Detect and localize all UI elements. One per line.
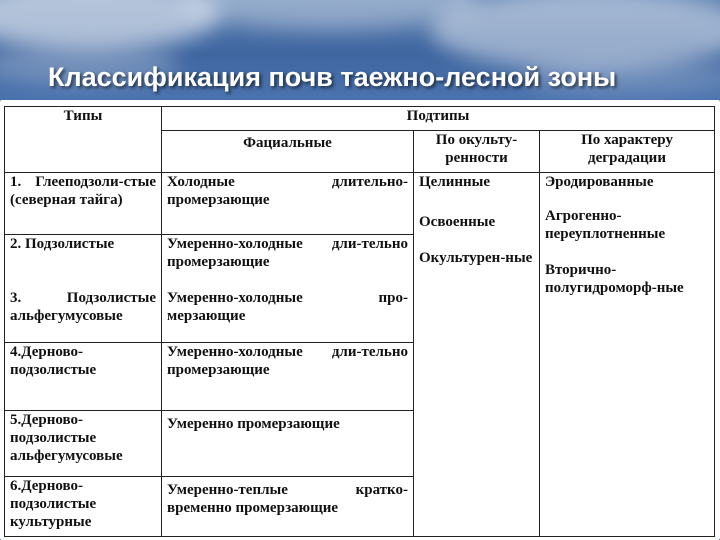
facial-label: Холодные длительно-промерзающие bbox=[167, 174, 408, 208]
facial-cell bbox=[162, 411, 414, 477]
type-label: 3. Подзолистые альфегумусовые bbox=[10, 290, 156, 324]
facial-cell bbox=[162, 343, 414, 411]
type-label: 1. Глееподзоли-стые (северная тайга) bbox=[10, 174, 156, 208]
table-sheet bbox=[0, 100, 720, 540]
header-subtypes: Подтипы bbox=[162, 107, 715, 131]
cultivation-cell bbox=[414, 173, 540, 537]
header-types: Типы bbox=[5, 107, 162, 173]
facial-label: Умеренно промерзающие bbox=[167, 416, 340, 432]
degradation-cell bbox=[540, 173, 715, 537]
type-label: 5.Дерново-подзолистые альфегумусовые bbox=[10, 412, 123, 464]
facial-cell bbox=[162, 235, 414, 343]
facial-label: Умеренно-холодные дли-тельно промерзающие bbox=[167, 344, 408, 378]
type-cell bbox=[5, 411, 162, 477]
type-cell bbox=[5, 173, 162, 235]
type-cell bbox=[5, 235, 162, 343]
degradation-label: Агрогенно-переуплотненные bbox=[545, 208, 666, 242]
type-label: 4.Дерново-подзолистые bbox=[10, 344, 97, 378]
facial-cell bbox=[162, 477, 414, 537]
type-cell bbox=[5, 477, 162, 537]
cultivation-label: Освоенные bbox=[419, 214, 496, 230]
type-label: 2. Подзолистые bbox=[10, 236, 115, 252]
facial-cell bbox=[162, 173, 414, 235]
type-label: 6.Дерново-подзолистые культурные bbox=[10, 478, 97, 530]
type-cell bbox=[5, 343, 162, 411]
cultivation-label: Целинные bbox=[419, 174, 491, 190]
facial-label: Умеренно-холодные про-мерзающие bbox=[167, 290, 408, 324]
sky-background bbox=[0, 0, 720, 115]
cultivation-label: Окультурен-ные bbox=[419, 250, 533, 266]
header-facial: Фациальные bbox=[162, 131, 414, 173]
header-degradation: По характеру деградации bbox=[540, 131, 715, 173]
classification-table bbox=[4, 106, 715, 537]
facial-label: Умеренно-теплые кратко-временно промерзающие bbox=[167, 482, 408, 516]
slide-title: Классификация почв таежно-лесной зоны bbox=[48, 62, 617, 92]
degradation-label: Эродированные bbox=[545, 174, 654, 190]
degradation-label: Вторично-полугидроморф-ные bbox=[545, 262, 684, 296]
header-cultivation: По окульту-ренности bbox=[414, 131, 540, 173]
facial-label: Умеренно-холодные дли-тельно промерзающие bbox=[167, 236, 408, 270]
